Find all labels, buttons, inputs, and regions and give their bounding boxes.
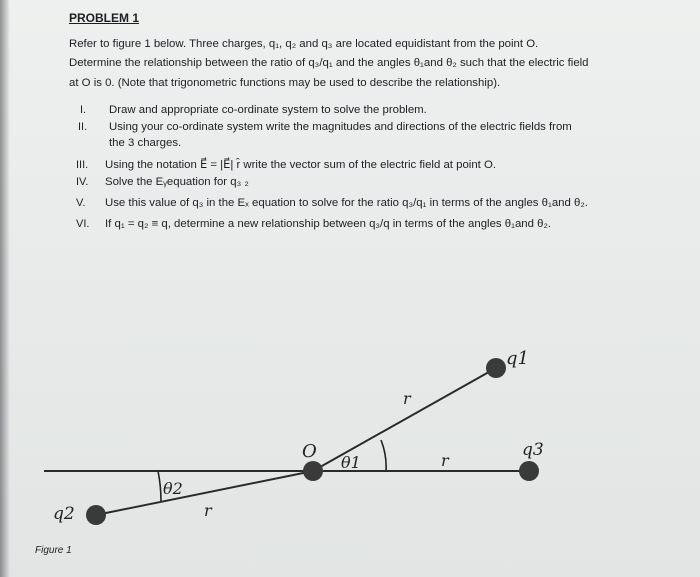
item-number-2: II. bbox=[78, 121, 88, 133]
item-number-3: III. bbox=[76, 159, 89, 171]
item-4-text: Solve the Eᵧequation for q₃ ₂ bbox=[105, 176, 249, 188]
theta2-arc bbox=[158, 471, 161, 501]
label-theta1: θ1 bbox=[341, 453, 361, 472]
origin-point-dot bbox=[303, 461, 323, 481]
item-number-6: VI. bbox=[76, 218, 90, 230]
label-q1: q1 bbox=[506, 348, 529, 369]
figure-caption: Figure 1 bbox=[35, 545, 72, 556]
item-number-5: V. bbox=[76, 197, 86, 209]
label-origin: O bbox=[302, 441, 317, 462]
theta1-arc bbox=[381, 440, 386, 471]
item-1-text: Draw and appropriate co-ordinate system to solve the problem. bbox=[109, 104, 427, 116]
label-r-upper: r bbox=[403, 389, 411, 408]
item-2-text-line-2: the 3 charges. bbox=[109, 137, 182, 149]
label-r-left: r bbox=[204, 501, 212, 520]
item-number-4: IV. bbox=[76, 176, 89, 188]
intro-line-2: Determine the relationship between the ratio of q₃/q₁ and the angles θ₁and θ₂ such that the electric field bbox=[69, 57, 589, 69]
charge-q3-dot bbox=[519, 461, 539, 481]
item-3-text: Using the notation E⃗ = |E⃗| r̂ write the vector sum of the electric field at point O. bbox=[105, 159, 497, 171]
item-6-text: If q₁ = q₂ ≡ q, determine a new relationship between q₃/q in terms of the angles θ₁and θ₂. bbox=[105, 218, 552, 230]
item-5-text: Use this value of q₃ in the Eₓ equation to solve for the ratio q₃/q₁ in terms of the angles θ₁and θ₂. bbox=[105, 197, 588, 209]
intro-line-3: at O is 0. (Note that trigonometric functions may be used to describe the relationship). bbox=[69, 77, 501, 89]
item-2-text-line-1: Using your co-ordinate system write the magnitudes and directions of the electric fields from bbox=[109, 121, 572, 133]
item-number-1: I. bbox=[80, 104, 87, 116]
problem-title: PROBLEM 1 bbox=[69, 11, 140, 25]
label-q3: q3 bbox=[522, 440, 544, 460]
intro-line-1: Refer to figure 1 below. Three charges, q₁, q₂ and q₃ are located equidistant from the point O. bbox=[69, 38, 539, 50]
charge-q2-dot bbox=[86, 505, 106, 525]
label-r-right: r bbox=[441, 451, 449, 470]
charge-q1-dot bbox=[486, 358, 506, 378]
label-theta2: θ2 bbox=[163, 479, 183, 498]
label-q2: q2 bbox=[53, 504, 75, 524]
